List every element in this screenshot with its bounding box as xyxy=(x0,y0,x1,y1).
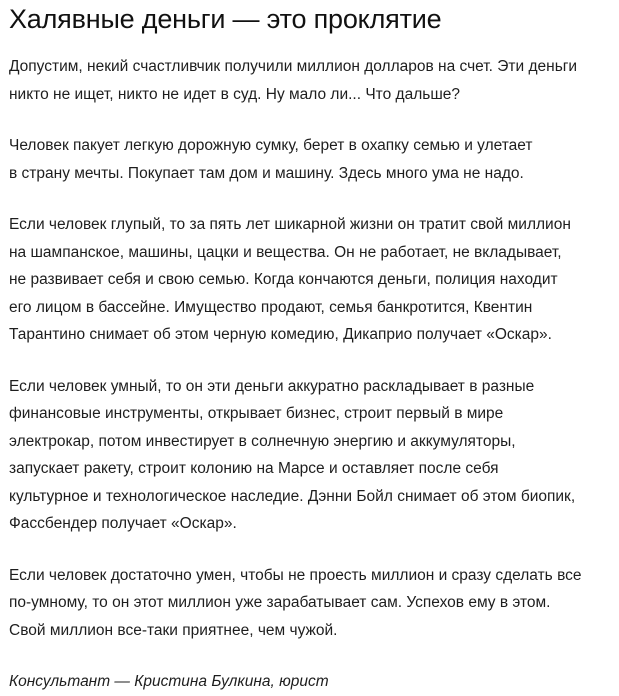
paragraph-line: Свой миллион все-таки приятнее, чем чужой. xyxy=(9,621,338,639)
paragraph-line: запускает ракету, строит колонию на Марсе и оставляет после себя xyxy=(9,460,499,477)
paragraph-line: по-умному, то он этот миллион уже зарабатывает сам. Успехов ему в этом. xyxy=(9,594,551,611)
article-body xyxy=(9,53,611,696)
paragraph-line: Человек пакует легкую дорожную сумку, берет в охапку семью и улетает xyxy=(9,137,533,154)
paragraph-1 xyxy=(9,53,611,108)
paragraph-5 xyxy=(9,562,611,645)
paragraph-line: Фассбендер получает «Оскар». xyxy=(9,515,237,532)
consultant-credit: Консультант — Кристина Булкина, юрист xyxy=(9,673,329,690)
paragraph-line: Если человек глупый, то за пять лет шикарной жизни он тратит свой миллион xyxy=(9,216,571,233)
paragraph-2 xyxy=(9,132,611,187)
paragraph-line: культурное и технологическое наследие. Дэнни Бойл снимает об этом биопик, xyxy=(9,487,576,505)
paragraph-line: финансовые инструменты, открывает бизнес, строит первый в мире xyxy=(9,405,504,422)
paragraph-line: Тарантино снимает об этом черную комедию, Дикаприо получает «Оскар». xyxy=(9,326,552,343)
article-title: Халявные деньги — это проклятие xyxy=(9,4,442,34)
paragraph-line: Допустим, некий счастливчик получили миллион долларов на счет. Эти деньги xyxy=(9,58,578,75)
paragraph-line: на шампанское, машины, цацки и вещества. Он не работает, не вкладывает, xyxy=(9,243,562,261)
paragraph-line: в страну мечты. Покупает там дом и машину. Здесь много ума не надо. xyxy=(9,164,524,182)
paragraph-line: Если человек достаточно умен, чтобы не проесть миллион и сразу сделать все xyxy=(9,566,582,584)
paragraph-line: Если человек умный, то он эти деньги аккуратно раскладывает в разные xyxy=(9,377,535,395)
paragraph-line: никто не ищет, никто не идет в суд. Ну мало ли... Что дальше? xyxy=(9,85,460,103)
paragraph-4 xyxy=(9,373,611,538)
paragraph-line: не развивает себя и свою семью. Когда кончаются деньги, полиция находит xyxy=(9,271,558,288)
paragraph-line: электрокар, потом инвестирует в солнечную энергию и аккумуляторы, xyxy=(9,432,516,450)
paragraph-3 xyxy=(9,211,611,349)
paragraph-line: его лицом в бассейне. Имущество продают, семья банкротится, Квентин xyxy=(9,298,533,316)
